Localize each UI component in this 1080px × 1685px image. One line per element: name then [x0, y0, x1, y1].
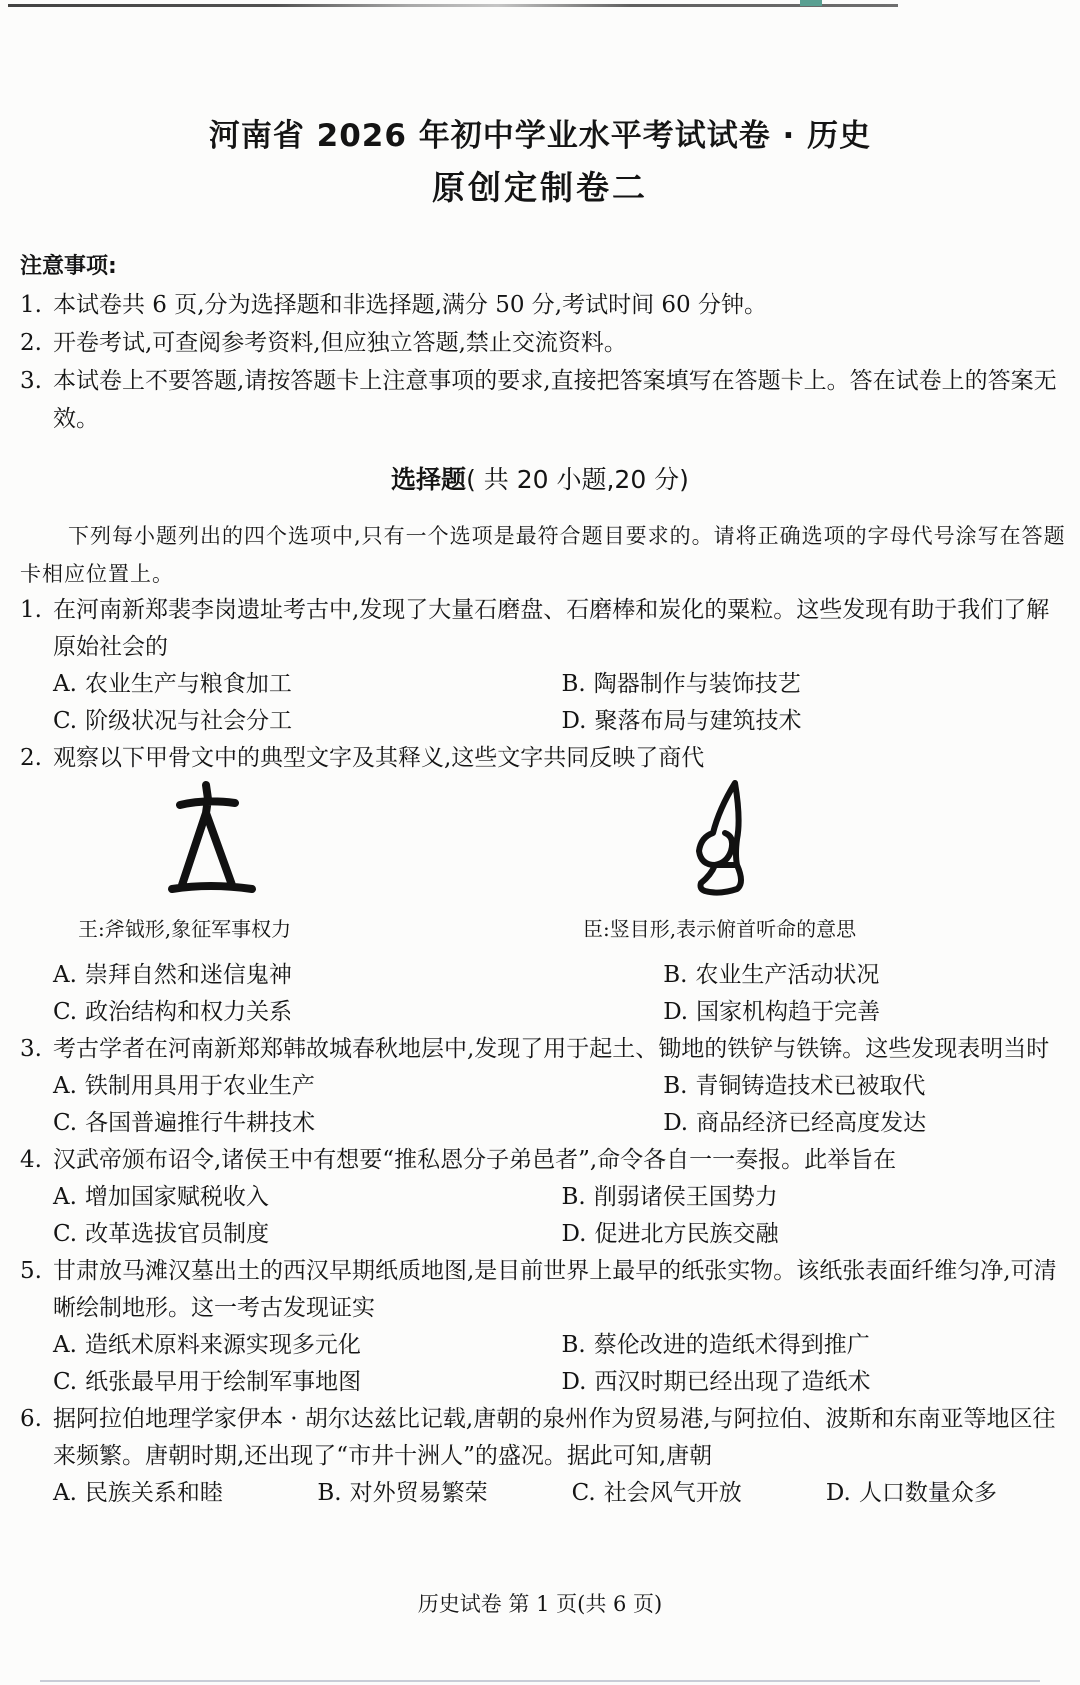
option-text: 聚落布局与建筑技术 — [594, 708, 802, 734]
question-stem — [20, 1142, 1070, 1179]
option-letter: A. — [53, 671, 77, 697]
question-list — [20, 592, 1070, 1512]
option-a — [53, 1179, 562, 1216]
question-text: 考古学者在河南新郑郑韩故城春秋地层中,发现了用于起土、锄地的铁铲与铁锛。这些发现表明当时 — [53, 1036, 1050, 1062]
section-title: 选择题 — [391, 465, 467, 494]
option-a — [53, 1475, 317, 1512]
option-text: 各国普遍推行牛耕技术 — [85, 1110, 316, 1136]
option-letter: C. — [53, 1110, 78, 1136]
exam-title: 河南省 2026 年初中学业水平考试试卷 · 历史 — [208, 118, 872, 154]
question-2 — [20, 740, 1070, 1031]
option-b — [562, 666, 1071, 703]
option-group — [20, 1068, 1070, 1142]
option-text: 青铜铸造技术已被取代 — [695, 1073, 926, 1099]
option-letter: C. — [53, 708, 78, 734]
option-letter: B. — [663, 1073, 688, 1099]
option-letter: B. — [561, 1332, 586, 1358]
notice-item — [20, 362, 1070, 438]
oracle-bone-figures — [20, 777, 1070, 957]
page-footer: 历史试卷 第 1 页(共 6 页) — [417, 1592, 663, 1616]
oracle-bone-wang-glyph-icon — [160, 779, 270, 899]
question-1 — [20, 592, 1070, 740]
notice-heading: 注意事项: — [20, 254, 117, 279]
question-4 — [20, 1142, 1070, 1253]
option-b — [663, 957, 1070, 994]
question-text: 汉武帝颁布诏令,诸侯王中有想要“推私恩分子弟邑者”,命令各自一一奏报。此举旨在 — [53, 1147, 897, 1173]
option-text: 政治结构和权力关系 — [85, 999, 293, 1025]
option-a — [53, 666, 562, 703]
option-letter: D. — [663, 1110, 689, 1136]
notice-item-number: 3. — [20, 368, 42, 394]
question-number: 4. — [20, 1147, 42, 1173]
option-text: 削弱诸侯王国势力 — [593, 1184, 778, 1210]
top-border-line — [8, 4, 898, 7]
notice-section — [20, 248, 1070, 438]
option-letter: D. — [825, 1480, 851, 1506]
question-stem — [20, 1031, 1070, 1068]
question-number: 1. — [20, 597, 42, 623]
option-text: 商品经济已经高度发达 — [696, 1110, 927, 1136]
option-letter: C. — [53, 999, 78, 1025]
question-text: 观察以下甲骨文中的典型文字及其释义,这些文字共同反映了商代 — [53, 745, 705, 771]
option-d — [562, 1364, 1071, 1401]
option-letter: D. — [561, 1369, 587, 1395]
option-text: 人口数量众多 — [858, 1480, 997, 1506]
option-text: 农业生产活动状况 — [695, 962, 880, 988]
question-number: 2. — [20, 745, 42, 771]
option-letter: D. — [561, 1221, 587, 1247]
option-text: 对外贸易繁荣 — [349, 1480, 488, 1506]
top-color-tab — [800, 0, 822, 6]
option-text: 社会风气开放 — [603, 1480, 742, 1506]
question-6 — [20, 1401, 1070, 1512]
option-text: 促进北方民族交融 — [594, 1221, 779, 1247]
option-letter: D. — [561, 708, 587, 734]
option-c — [53, 1216, 562, 1253]
section-instruction: 下列每小题列出的四个选项中,只有一个选项是最符合题目要求的。请将正确选项的字母代号涂写在答题卡相应位置上。 — [20, 524, 1066, 586]
option-letter: D. — [663, 999, 689, 1025]
question-3 — [20, 1031, 1070, 1142]
question-stem — [20, 1253, 1070, 1327]
option-b — [317, 1475, 571, 1512]
option-b — [562, 1179, 1071, 1216]
option-letter: B. — [663, 962, 688, 988]
option-letter: C. — [53, 1369, 78, 1395]
option-text: 改革选拔官员制度 — [85, 1221, 270, 1247]
option-text: 农业生产与粮食加工 — [84, 671, 292, 697]
option-b — [663, 1068, 1070, 1105]
option-d — [663, 994, 1070, 1031]
notice-item-text: 本试卷上不要答题,请按答题卡上注意事项的要求,直接把答案填写在答题卡上。答在试卷上的答案无效。 — [53, 368, 1057, 432]
option-d — [663, 1105, 1070, 1142]
question-5 — [20, 1253, 1070, 1401]
figure-caption-wang: 王:斧钺形,象征军事权力 — [78, 917, 292, 941]
option-c — [53, 1364, 562, 1401]
option-text: 增加国家赋税收入 — [84, 1184, 269, 1210]
option-c — [53, 1105, 663, 1142]
option-text: 纸张最早用于绘制军事地图 — [85, 1369, 362, 1395]
option-c — [53, 703, 562, 740]
question-number: 6. — [20, 1406, 42, 1432]
option-letter: B. — [561, 671, 586, 697]
option-c — [53, 994, 663, 1031]
figure-caption-chen: 臣:竖目形,表示俯首听命的意思 — [583, 917, 857, 941]
option-letter: A. — [53, 1480, 77, 1506]
option-text: 国家机构趋于完善 — [696, 999, 881, 1025]
bottom-border-line — [40, 1680, 1040, 1682]
question-text: 据阿拉伯地理学家伊本 · 胡尔达兹比记载,唐朝的泉州作为贸易港,与阿拉伯、波斯和东南亚等地区往来频繁。唐朝时期,还出现了“市井十洲人”的盛况。据此可知,唐朝 — [53, 1406, 1056, 1469]
question-number: 5. — [20, 1258, 42, 1284]
option-text: 铁制用具用于农业生产 — [84, 1073, 315, 1099]
option-text: 崇拜自然和迷信鬼神 — [84, 962, 292, 988]
section-heading — [0, 460, 1080, 496]
oracle-bone-chen-glyph-icon — [675, 779, 765, 904]
exam-subtitle: 原创定制卷二 — [432, 168, 648, 207]
notice-item-number: 2. — [20, 330, 42, 356]
option-letter: C. — [571, 1480, 596, 1506]
option-group — [20, 1475, 1070, 1512]
notice-item — [20, 324, 1070, 362]
notice-item — [20, 286, 1070, 324]
question-stem — [20, 740, 1070, 777]
option-text: 蔡伦改进的造纸术得到推广 — [593, 1332, 870, 1358]
question-number: 3. — [20, 1036, 42, 1062]
option-text: 民族关系和睦 — [84, 1480, 223, 1506]
option-group — [20, 957, 1070, 1031]
question-stem — [20, 592, 1070, 666]
option-text: 造纸术原料来源实现多元化 — [84, 1332, 361, 1358]
option-a — [53, 957, 663, 994]
option-text: 西汉时期已经出现了造纸术 — [594, 1369, 871, 1395]
option-b — [562, 1327, 1071, 1364]
option-text: 阶级状况与社会分工 — [85, 708, 293, 734]
option-c — [572, 1475, 826, 1512]
option-d — [562, 1216, 1071, 1253]
option-letter: A. — [53, 1184, 77, 1210]
option-a — [53, 1068, 663, 1105]
notice-item-text: 开卷考试,可查阅参考资料,但应独立答题,禁止交流资料。 — [53, 330, 627, 356]
section-meta: ( 共 20 小题,20 分) — [466, 465, 689, 494]
option-letter: B. — [561, 1184, 586, 1210]
option-letter: A. — [53, 962, 77, 988]
option-text: 陶器制作与装饰技艺 — [593, 671, 801, 697]
option-a — [53, 1327, 562, 1364]
notice-item-number: 1. — [20, 292, 42, 318]
option-group — [20, 1327, 1070, 1401]
option-d — [826, 1475, 1070, 1512]
question-text: 在河南新郑裴李岗遗址考古中,发现了大量石磨盘、石磨棒和炭化的粟粒。这些发现有助于我们了解原始社会的 — [53, 597, 1050, 660]
question-stem — [20, 1401, 1070, 1475]
option-group — [20, 666, 1070, 740]
notice-item-text: 本试卷共 6 页,分为选择题和非选择题,满分 50 分,考试时间 60 分钟。 — [53, 292, 767, 318]
option-letter: A. — [53, 1073, 77, 1099]
option-letter: C. — [53, 1221, 78, 1247]
option-d — [562, 703, 1071, 740]
option-group — [20, 1179, 1070, 1253]
option-letter: A. — [53, 1332, 77, 1358]
question-text: 甘肃放马滩汉墓出土的西汉早期纸质地图,是目前世界上最早的纸张实物。该纸张表面纤维匀净,可清晰绘制地形。这一考古发现证实 — [53, 1258, 1057, 1321]
option-letter: B. — [317, 1480, 342, 1506]
